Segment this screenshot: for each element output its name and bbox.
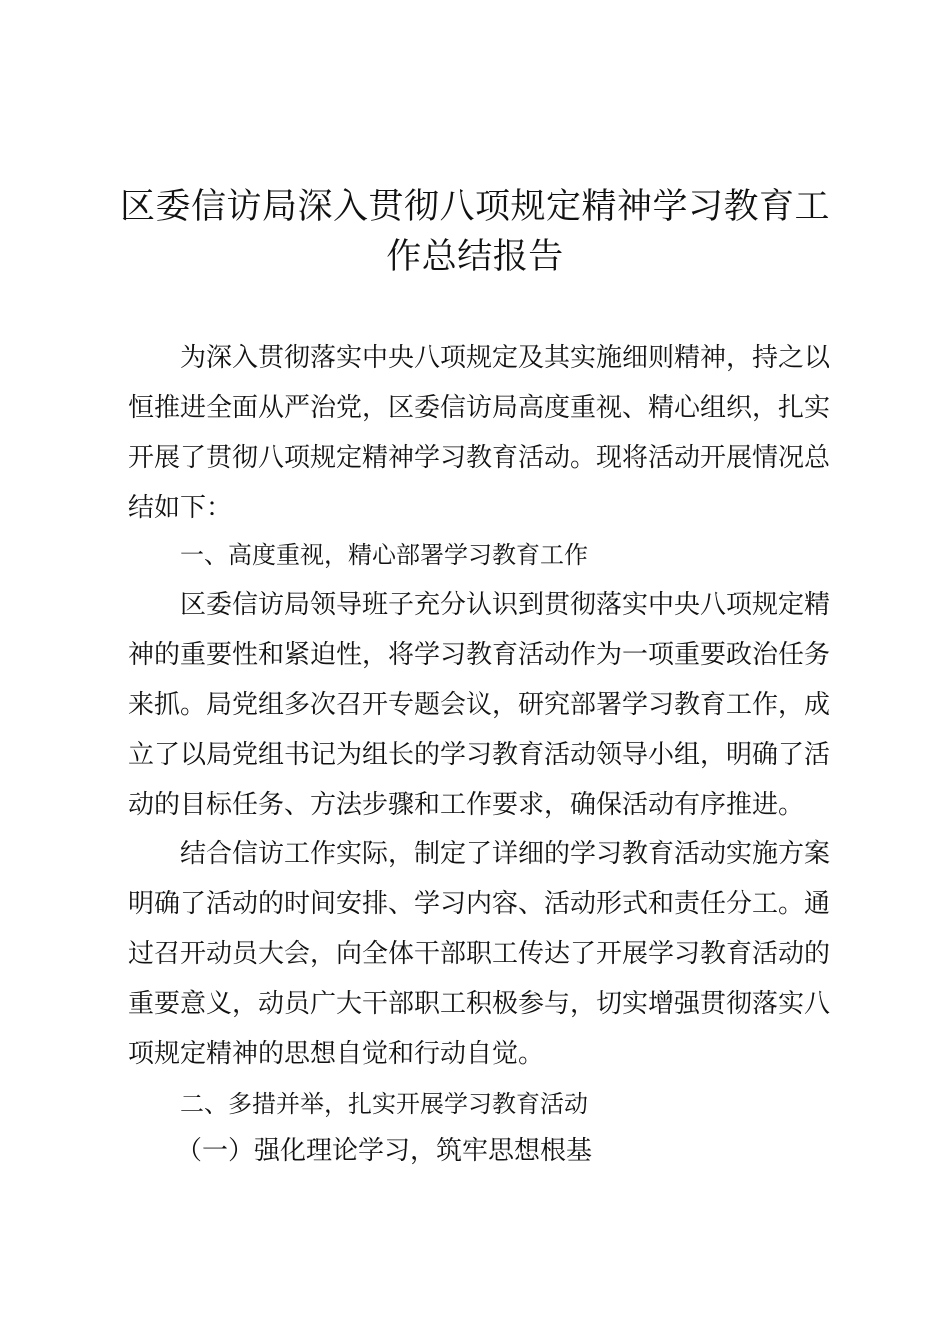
- section-2-heading: 二、多措并举，扎实开展学习教育活动: [180, 1090, 588, 1118]
- intro-paragraph: 为深入贯彻落实中央八项规定及其实施细则精神，持之以恒推进全面从严治党，区委信访局高度重视、精心组织，扎实开展了贯彻八项规定精神学习教育活动。现将活动开展情况总结如下：: [128, 343, 831, 523]
- document-title: 区委信访局深入贯彻八项规定精神学习教育工作总结报告: [119, 187, 830, 277]
- section-2-subheading-1: （一）强化理论学习，筑牢思想根基: [176, 1136, 593, 1166]
- section-1-paragraph-1: 区委信访局领导班子充分认识到贯彻落实中央八项规定精神的重要性和紧迫性，将学习教育活动作为一项重要政治任务来抓。局党组多次召开专题会议，研究部署学习教育工作，成立了以局党组书记为组长的学习教育活动领导小组，明确了活动的目标任务、方法步骤和工作要求，确保活动有序推进。: [128, 590, 831, 820]
- section-1-paragraph-2: 结合信访工作实际，制定了详细的学习教育活动实施方案明确了活动的时间安排、学习内容、活动形式和责任分工。通过召开动员大会，向全体干部职工传达了开展学习教育活动的重要意义，动员广大干部职工积极参与，切实增强贯彻落实八项规定精神的思想自觉和行动自觉。: [128, 839, 831, 1069]
- section-1-heading: 一、高度重视，精心部署学习教育工作: [180, 541, 588, 569]
